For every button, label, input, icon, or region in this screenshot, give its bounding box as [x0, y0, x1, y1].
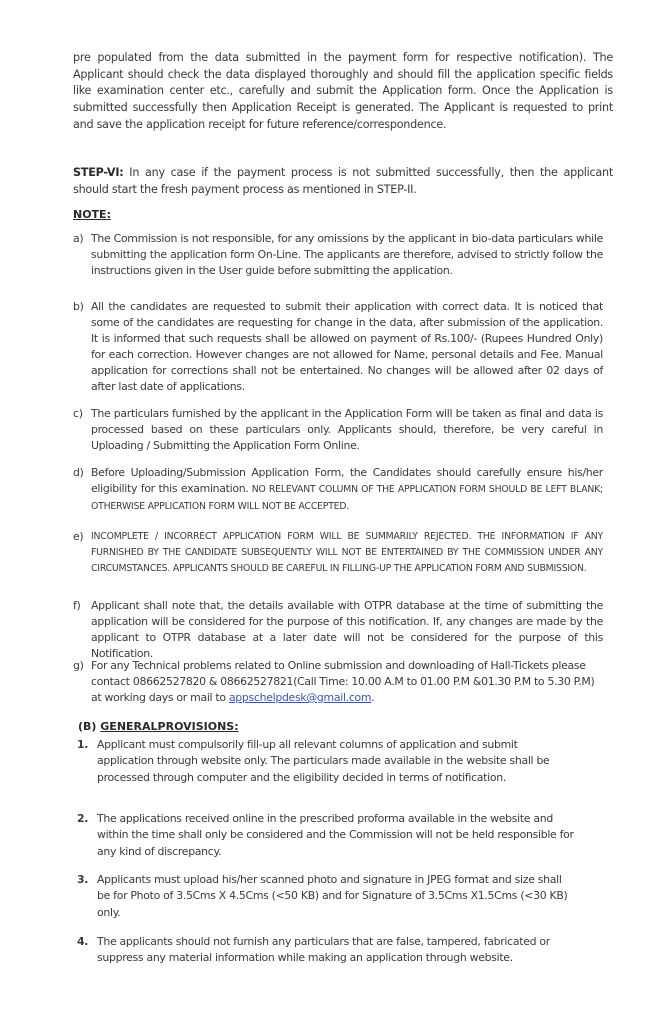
- item-text: Applicants must upload his/her scanned photo and signature in JPEG format and size shall be for Photo of 3.5Cms X 4.5Cms (<50 KB) and for Signature of 3.5Cms X1.5Cms (<30 KB) only.: [97, 873, 568, 919]
- item-text: Applicant must compulsorily fill-up all relevant columns of application and submit application through website only. The particulars made available in the website shall be processed through computer and the eligibility decided in terms of notification.: [97, 738, 550, 784]
- provision-item-3: [77, 872, 577, 921]
- section-title: GENERALPROVISIONS:: [100, 720, 239, 733]
- helpdesk-email-link[interactable]: appschelpdesk@gmail.com: [228, 691, 372, 704]
- step-vi-paragraph: [73, 165, 613, 198]
- item-text: The applicants should not furnish any particulars that are false, tampered, fabricated or suppress any material information while making an application through website.: [97, 935, 550, 965]
- intro-paragraph: [73, 50, 613, 134]
- provision-item-2: [77, 811, 577, 860]
- item-text: Before Uploading/Submission Application Form, the Candidates should carefully ensure his/her eligibility for this examination.: [91, 466, 603, 495]
- item-number: 3.: [77, 873, 89, 886]
- note-item-a: [73, 231, 603, 279]
- item-label: g): [73, 659, 84, 672]
- intro-text: pre populated from the data submitted in the payment form for respective notification). The Applicant should check the data displayed thoroughly and should fill the application specific fields like examination center etc., carefully and submit the Application form. Once the Application is submitted successfully then Application Receipt is generated. The Applicant is requested to print and save the application receipt for future reference/correspondence.: [73, 51, 613, 131]
- provision-item-1: [77, 737, 577, 786]
- item-number: 4.: [77, 935, 89, 948]
- step-vi-label: STEP-VI:: [73, 166, 124, 179]
- item-caps-text: NO RELEVANT COLUMN OF THE APPLICATION FORM SHOULD BE LEFT BLANK; OTHERWISE APPLICATION FORM WILL NOT BE ACCEPTED.: [91, 484, 603, 512]
- note-item-e: [73, 529, 603, 577]
- item-text: For any Technical problems related to Online submission and downloading of Hall-Tickets please contact 08662527820 & 08662527821(Call Time: 10.00 A.M to 01.00 P.M &01.30 P.M to 5.30 P.M) at working days or mail to: [91, 659, 595, 704]
- general-provisions-heading: [78, 720, 239, 733]
- item-caps-text: INCOMPLETE / INCORRECT APPLICATION FORM WILL BE SUMMARILY REJECTED. THE INFORMATION IF ANY FURNISHED BY THE CANDIDATE SUBSEQUENTLY WILL NOT BE ENTERTAINED BY THE COMMISSION UNDER ANY CIRCUMSTANCES. APPLICANTS SHOULD BE CAREFUL IN FILLING-UP THE APPLICATION FORM AND SUBMISSION.: [91, 531, 603, 574]
- item-text: The applications received online in the prescribed proforma available in the website and within the time shall only be considered and the Commission will not be held responsible for any kind of discrepancy.: [97, 812, 574, 858]
- note-item-g: [73, 658, 603, 706]
- provision-item-4: [77, 934, 577, 967]
- item-text: Applicant shall note that, the details available with OTPR database at the time of submitting the application will be considered for the purpose of this notification. If, any changes are made by the applicant to OTPR database at a later date will not be considered for the purpose of this Notification.: [91, 599, 603, 660]
- item-text: The particulars furnished by the applicant in the Application Form will be taken as final and data is processed based on these particulars only. Applicants should, therefore, be very careful in Uploading / Submitting the Application Form Online.: [91, 407, 603, 452]
- item-text-tail: .: [371, 691, 375, 704]
- item-label: e): [73, 530, 84, 543]
- section-prefix: (B): [78, 720, 101, 733]
- note-item-c: [73, 406, 603, 454]
- item-label: a): [73, 232, 84, 245]
- step-vi-text: In any case if the payment process is not submitted successfully, then the applicant should start the fresh payment process as mentioned in STEP-II.: [73, 166, 613, 196]
- item-text: The Commission is not responsible, for any omissions by the applicant in bio-data particulars while submitting the application form On-Line. The applicants are therefore, advised to strictly follow the instructions given in the User guide before submitting the application.: [91, 232, 603, 277]
- item-text: All the candidates are requested to submit their application with correct data. It is noticed that some of the candidates are requesting for change in the data, after submission of the application. It is informed that such requests shall be allowed on payment of Rs.100/- (Rupees Hundred Only) for each correction. However changes are not allowed for Name, personal details and Fee. Manual application for corrections shall not be entertained. No changes will be allowed after 02 days of after last date of applications.: [91, 300, 603, 393]
- note-item-f: [73, 598, 603, 662]
- item-label: b): [73, 300, 84, 313]
- note-item-b: [73, 299, 603, 395]
- item-label: f): [73, 599, 81, 612]
- item-number: 2.: [77, 812, 89, 825]
- note-heading: NOTE:: [73, 208, 111, 221]
- item-label: c): [73, 407, 83, 420]
- note-item-d: [73, 465, 603, 515]
- item-label: d): [73, 466, 84, 479]
- item-number: 1.: [77, 738, 89, 751]
